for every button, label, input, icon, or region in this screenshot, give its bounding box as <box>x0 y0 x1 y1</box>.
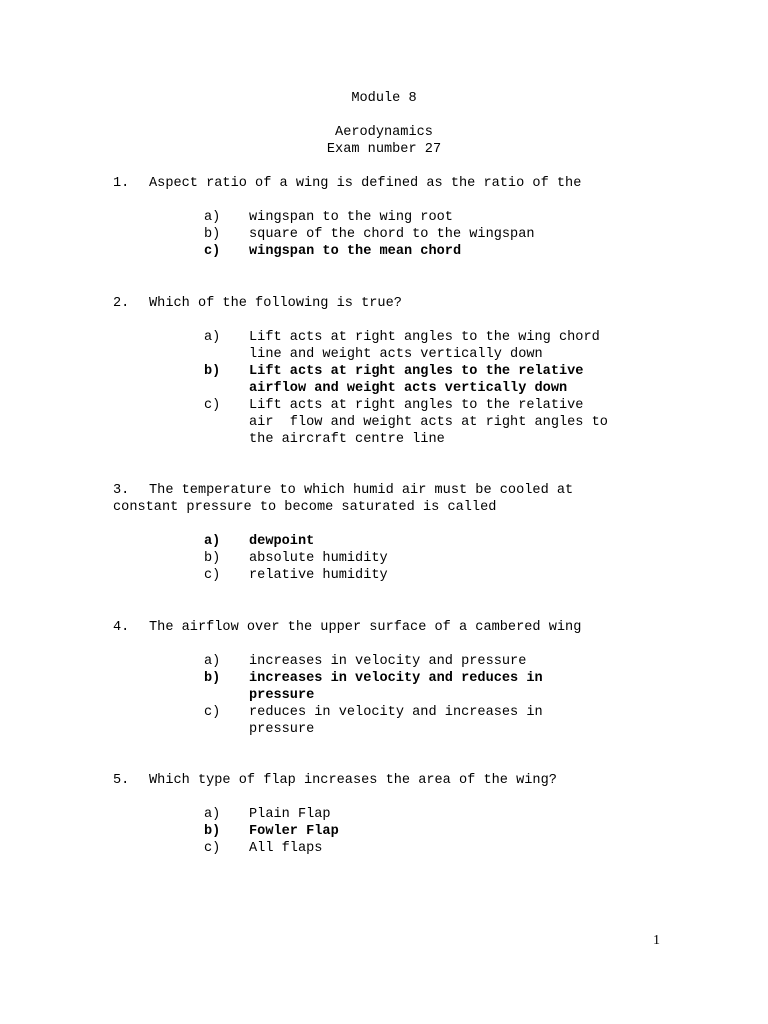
correct-option-text: airflow and weight acts vertically down <box>249 381 568 396</box>
option-text: Lift acts at right angles to the relative <box>249 398 584 413</box>
page-number: 1 <box>653 933 660 948</box>
correct-option-text: increases in velocity and reduces in <box>249 671 543 686</box>
option-text: line and weight acts vertically down <box>249 347 543 362</box>
question-number: 1. <box>113 176 130 191</box>
question-number: 3. <box>113 483 130 498</box>
question-text: Aspect ratio of a wing is defined as the ratio of the <box>149 176 582 191</box>
option-text: Lift acts at right angles to the wing chord <box>249 330 600 345</box>
question-text: constant pressure to become saturated is called <box>113 500 497 515</box>
option-label: a) <box>204 534 221 549</box>
option-label: a) <box>204 807 221 822</box>
correct-option-text: pressure <box>249 688 315 703</box>
option-label: b) <box>204 364 221 379</box>
option-text: reduces in velocity and increases in <box>249 705 543 720</box>
option-label: a) <box>204 330 221 345</box>
exam-number-heading: Exam number 27 <box>326 142 442 157</box>
option-label: a) <box>204 210 221 225</box>
option-text: increases in velocity and pressure <box>249 654 527 669</box>
option-text: Plain Flap <box>249 807 331 822</box>
question-text: The airflow over the upper surface of a cambered wing <box>149 620 582 635</box>
question-number: 5. <box>113 773 130 788</box>
option-text: square of the chord to the wingspan <box>249 227 535 242</box>
option-text: wingspan to the wing root <box>249 210 453 225</box>
option-text: air flow and weight acts at right angles to <box>249 415 608 430</box>
correct-option-text: wingspan to the mean chord <box>249 244 462 259</box>
option-label: c) <box>204 568 221 583</box>
correct-option-text: dewpoint <box>249 534 315 549</box>
question-text: The temperature to which humid air must be cooled at <box>149 483 574 498</box>
question-text: Which of the following is true? <box>149 296 402 311</box>
question-text: Which type of flap increases the area of the wing? <box>149 773 557 788</box>
option-label: b) <box>204 551 221 566</box>
module-heading: Module 8 <box>351 91 417 106</box>
option-label: a) <box>204 654 221 669</box>
option-label: c) <box>204 398 221 413</box>
correct-option-text: Fowler Flap <box>249 824 339 839</box>
option-label: c) <box>204 705 221 720</box>
option-label: b) <box>204 227 221 242</box>
option-label: b) <box>204 671 221 686</box>
option-label: b) <box>204 824 221 839</box>
question-number: 4. <box>113 620 130 635</box>
option-text: absolute humidity <box>249 551 388 566</box>
option-text: All flaps <box>249 841 323 856</box>
option-label: c) <box>204 244 221 259</box>
correct-option-text: Lift acts at right angles to the relative <box>249 364 584 379</box>
option-text: the aircraft centre line <box>249 432 445 447</box>
subject-heading: Aerodynamics <box>335 125 433 140</box>
option-text: relative humidity <box>249 568 388 583</box>
option-label: c) <box>204 841 221 856</box>
option-text: pressure <box>249 722 315 737</box>
question-number: 2. <box>113 296 130 311</box>
